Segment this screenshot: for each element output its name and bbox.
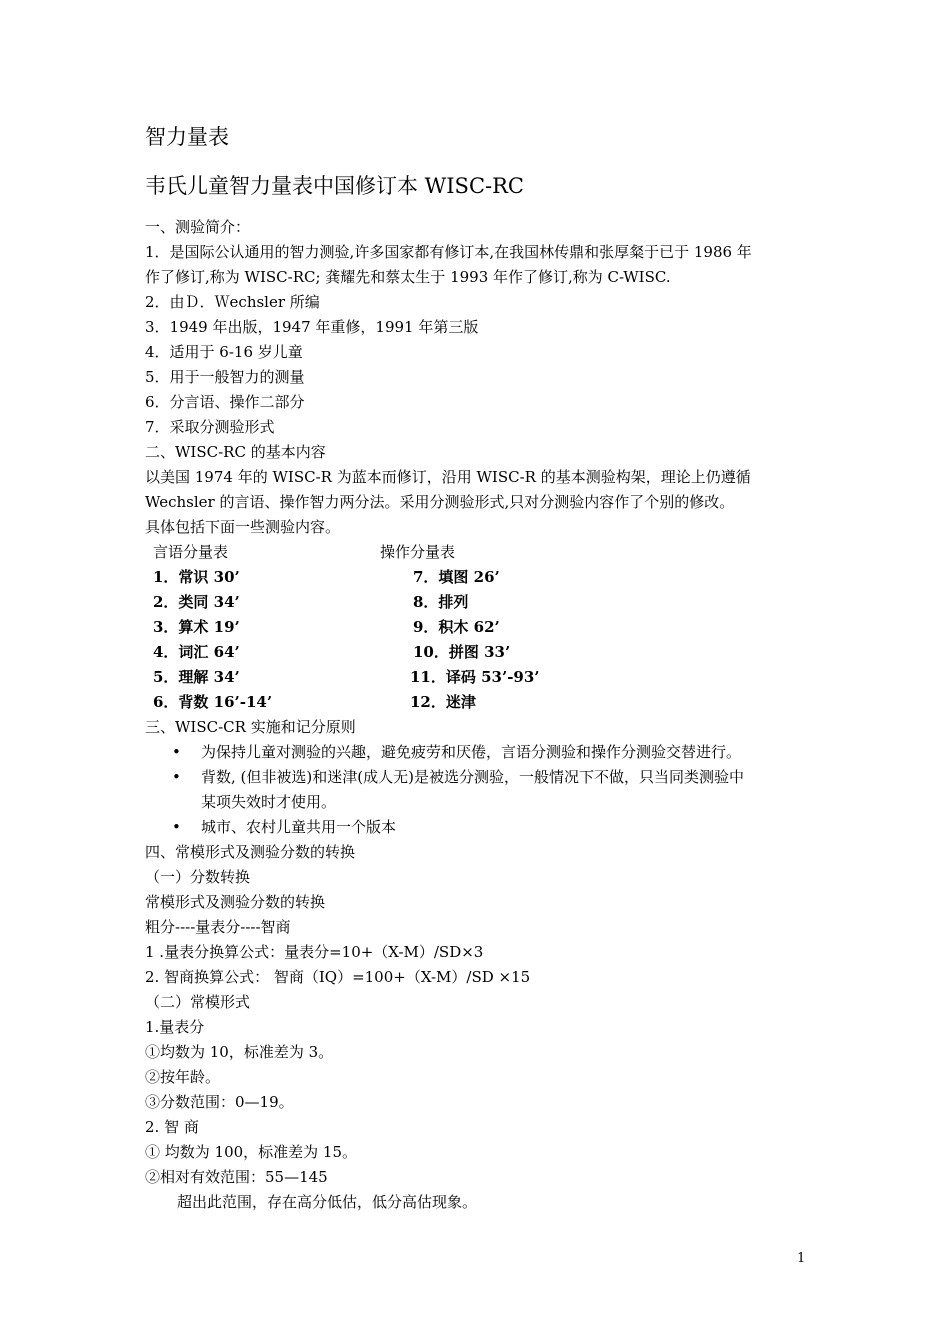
bullet-text-continued: 某项失效时才使用。: [201, 793, 337, 811]
formula-line: 1 .量表分换算公式：量表分=10+（X-M）/SD×3: [145, 943, 484, 961]
verbal-subtest: 4．词汇 64’: [153, 643, 240, 661]
section-4-line: ③分数范围：0—19。: [145, 1093, 294, 1111]
content-paragraph-line: 以美国 1974 年的 WISC-R 为蓝本而修订，沿用 WISC-R 的基本测验构架，理论上仍遵循: [145, 468, 751, 486]
performance-subtest: 12．迷津: [410, 693, 476, 711]
performance-scale-heading: 操作分量表: [380, 543, 456, 561]
intro-line: 作了修订,称为 WISC-RC; 龚耀先和蔡太生于 1993 年作了修订,称为 C-WISC.: [145, 268, 671, 286]
bullet-text: 为保持儿童对测验的兴趣，避免疲劳和厌倦，言语分测验和操作分测验交替进行。: [201, 743, 742, 761]
page-subtitle: 韦氏儿童智力量表中国修订本 WISC-RC: [145, 174, 524, 198]
performance-subtest: 9．积木 62’: [413, 618, 500, 636]
verbal-subtest: 1．常识 30’: [153, 568, 240, 586]
verbal-scale-heading: 言语分量表: [153, 543, 229, 561]
bullet-text: 背数, (但非被选)和迷津(成人无)是被选分测验，一般情况下不做，只当同类测验中: [201, 768, 744, 786]
intro-line: 7．采取分测验形式: [145, 418, 275, 436]
section-4-line: （二）常模形式: [145, 993, 251, 1011]
verbal-subtest: 5．理解 34’: [153, 668, 240, 686]
page-number: 1: [797, 1251, 806, 1266]
section-4-heading: 四、常模形式及测验分数的转换: [145, 843, 356, 861]
performance-subtest: 10．拼图 33’: [413, 643, 511, 661]
intro-line: 2．由Ｄ．Ｗechsler 所编: [145, 293, 320, 311]
verbal-subtest: 6．背数 16’-14’: [153, 693, 273, 711]
section-4-line: ① 均数为 100，标准差为 15。: [145, 1143, 358, 1161]
intro-line: 4．适用于 6-16 岁儿童: [145, 343, 303, 361]
bullet-icon: •: [172, 768, 181, 786]
content-paragraph-line: 具体包括下面一些测验内容。: [145, 518, 341, 536]
performance-subtest: 8．排列: [413, 593, 469, 611]
intro-line: 1．是国际公认通用的智力测验,许多国家都有修订本,在我国林传鼎和张厚粲于已于 1986 年: [145, 243, 752, 261]
bullet-text: 城市、农村儿童共用一个版本: [201, 818, 397, 836]
section-3-heading: 三、WISC-CR 实施和记分原则: [145, 718, 356, 736]
section-4-line: 常模形式及测验分数的转换: [145, 893, 326, 911]
section-4-line: ②相对有效范围：55—145: [145, 1168, 328, 1186]
section-2-heading: 二、WISC-RC 的基本内容: [145, 443, 326, 461]
verbal-subtest: 2．类同 34’: [153, 593, 240, 611]
performance-subtest: 11．译码 53’-93’: [410, 668, 540, 686]
bullet-icon: •: [172, 743, 181, 761]
section-1-heading: 一、测验简介：: [145, 218, 251, 236]
closing-line: 超出此范围，存在高分低估，低分高估现象。: [177, 1193, 478, 1211]
performance-subtest: 7．填图 26’: [413, 568, 500, 586]
content-paragraph-line: Wechsler 的言语、操作智力两分法。采用分测验形式,只对分测验内容作了个别的修改。: [145, 493, 735, 511]
intro-line: 5．用于一般智力的测量: [145, 368, 305, 386]
page-title: 智力量表: [145, 125, 229, 149]
verbal-subtest: 3．算术 19’: [153, 618, 240, 636]
section-4-line: 粗分----量表分----智商: [145, 918, 291, 936]
intro-line: 3．1949 年出版，1947 年重修，1991 年第三版: [145, 318, 479, 336]
section-4-line: （一）分数转换: [145, 868, 251, 886]
intro-line: 6．分言语、操作二部分: [145, 393, 305, 411]
section-4-line: ②按年龄。: [145, 1068, 221, 1086]
formula-line: 2. 智商换算公式： 智商（IQ）=100+（X-M）/SD ×15: [145, 968, 531, 986]
bullet-icon: •: [172, 818, 181, 836]
section-4-line: 1.量表分: [145, 1018, 205, 1036]
section-4-line: 2. 智 商: [145, 1118, 199, 1136]
section-4-line: ①均数为 10，标准差为 3。: [145, 1043, 334, 1061]
